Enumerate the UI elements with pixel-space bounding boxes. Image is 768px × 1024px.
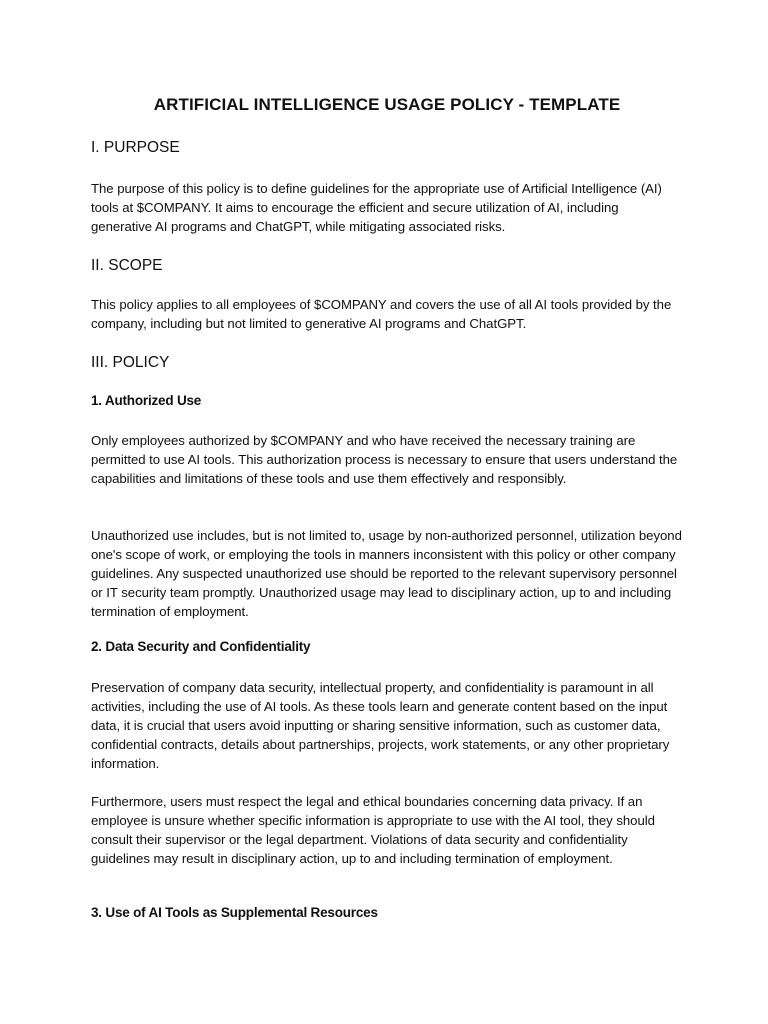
supplemental-heading: 3. Use of AI Tools as Supplemental Resources	[91, 905, 378, 920]
policy-heading: III. POLICY	[91, 354, 170, 371]
purpose-paragraph: The purpose of this policy is to define guidelines for the appropriate use of Artificial Intelligence (AI) tools at $COMPANY. It aims to encourage the efficient and secure utilization of AI, including generative AI programs and ChatGPT, while mitigating associated risks.	[91, 181, 662, 234]
document-title: ARTIFICIAL INTELLIGENCE USAGE POLICY - TEMPLATE	[153, 95, 621, 114]
authorized-use-paragraph-2: Unauthorized use includes, but is not limited to, usage by non-authorized personnel, utilization beyond one's scope of work, or employing the tools in manners inconsistent with this policy or other company guidelines. Any suspected unauthorized use should be reported to the relevant supervisory personnel or IT security team promptly. Unauthorized usage may lead to disciplinary action, up to and including termination of employment.	[91, 528, 682, 619]
data-security-paragraph-1: Preservation of company data security, intellectual property, and confidentiality is paramount in all activities, including the use of AI tools. As these tools learn and generate content based on the input data, it is crucial that users avoid inputting or sharing sensitive information, such as customer data, confidential contracts, details about partnerships, projects, work statements, or any other proprietary information.	[91, 680, 670, 771]
data-security-paragraph-2: Furthermore, users must respect the legal and ethical boundaries concerning data privacy. If an employee is unsure whether specific information is appropriate to use with the AI tool, they should consult their supervisor or the legal department. Violations of data security and confidentiality guidelines may result in disciplinary action, up to and including termination of employment.	[91, 794, 655, 866]
data-security-heading: 2. Data Security and Confidentiality	[91, 639, 311, 654]
authorized-use-heading: 1. Authorized Use	[91, 393, 202, 408]
authorized-use-paragraph-1: Only employees authorized by $COMPANY and who have received the necessary training are permitted to use AI tools. This authorization process is necessary to ensure that users understand the capabilities and limitations of these tools and use them effectively and responsibly.	[91, 433, 678, 486]
scope-heading: II. SCOPE	[91, 257, 163, 274]
scope-paragraph: This policy applies to all employees of $COMPANY and covers the use of all AI tools provided by the company, including but not limited to generative AI programs and ChatGPT.	[91, 297, 672, 331]
purpose-heading: I. PURPOSE	[91, 139, 180, 156]
